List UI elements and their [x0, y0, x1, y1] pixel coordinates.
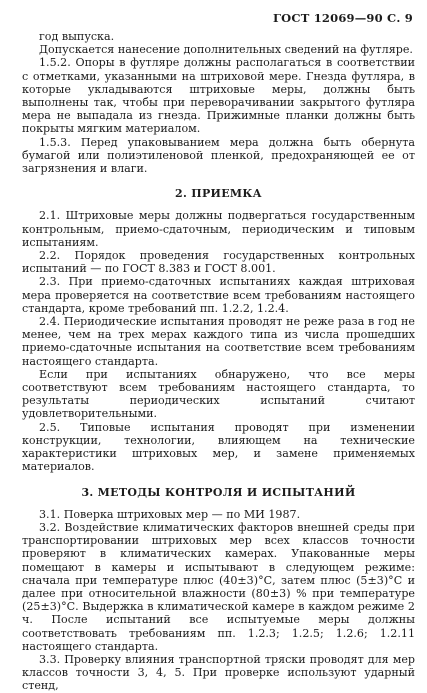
section-heading-2: 2. ПРИЕМКА: [175, 187, 262, 201]
paragraph: год выпуска.: [39, 30, 115, 43]
paragraph-2-5: 2.5. Типовые испытания проводят при изменении конструкции, технологии, влияющем на технические характеристики штриховых мер, и замене применяемых материалов.: [22, 420, 415, 474]
body-text: [22, 30, 415, 693]
paragraph-2-4: 2.4. Периодические испытания проводят не реже раза в год не менее, чем на трех мерах каждого типа из числа прошедших приемо-сдаточные испытания на соответствие всем требованиям настоящего стандарта.: [22, 315, 415, 368]
paragraph-1-5-2: 1.5.2. Опоры в футляре должны располагаться в соответствии с отметками, указанными на штриховой мере. Гнезда футляра, в которые укладываются штриховые меры, должны быть выполнены так, чтобы при переворачивании закрытого футляра мера не выпадала из гнезда. Прижимные планки должны быть покрыты мягким материалом.: [22, 56, 415, 136]
paragraph: Если при испытаниях обнаружено, что все меры соответствуют всем требованиям настоящего стандарта, то результаты периодических испытаний считают удовлетворительными.: [22, 367, 415, 421]
section-heading-3: 3. МЕТОДЫ КОНТРОЛЯ И ИСПЫТАНИЙ: [81, 485, 356, 499]
paragraph-2-2: 2.2. Порядок проведения государственных контрольных испытаний — по ГОСТ 8.383 и ГОСТ 8.001.: [22, 249, 415, 276]
paragraph-2-1: 2.1. Штриховые меры должны подвергаться государственным контрольным, приемо-сдаточным, периодическим и типовым испытаниям.: [22, 209, 415, 249]
paragraph-2-3: 2.3. При приемо-сдаточных испытаниях каждая штриховая мера проверяется на соответствие всем требованиям настоящего стандарта, кроме требований пп. 1.2.2, 1.2.4.: [22, 275, 415, 315]
paragraph-3-3: 3.3. Проверку влияния транспортной тряски проводят для мер классов точности 3, 4, 5. При проверке используют ударный стенд,: [22, 652, 415, 693]
paragraph-3-2: 3.2. Воздействие климатических факторов внешней среды при транспортировании штриховых мер всех классов точности проверяют в климатических камерах. Упакованные меры помещают в камеры и испытывают в следующем режиме: сначала при температуре плюс (40±3)°С, затем плюс (5±3)°С и далее при относительной влажности (80±3) % при температуре (25±3)°С. Выдержка в климатической камере в каждом режиме 2 ч. После испытаний все испытуемые меры должны соответствовать требованиям пп. 1.2.3; 1.2.5; 1.2.6; 1.2.11 настоящего стандарта.: [22, 520, 415, 653]
paragraph: Допускается нанесение дополнительных сведений на футляре.: [39, 43, 413, 57]
running-head: ГОСТ 12069—90 С. 9: [273, 11, 413, 25]
paragraph-1-5-3: 1.5.3. Перед упаковыванием мера должна быть обернута бумагой или полиэтиленовой пленкой, предохраняющей ее от загрязнения и влаги.: [22, 135, 415, 176]
paragraph-3-1: 3.1. Поверка штриховых мер — по МИ 1987.: [39, 507, 301, 521]
